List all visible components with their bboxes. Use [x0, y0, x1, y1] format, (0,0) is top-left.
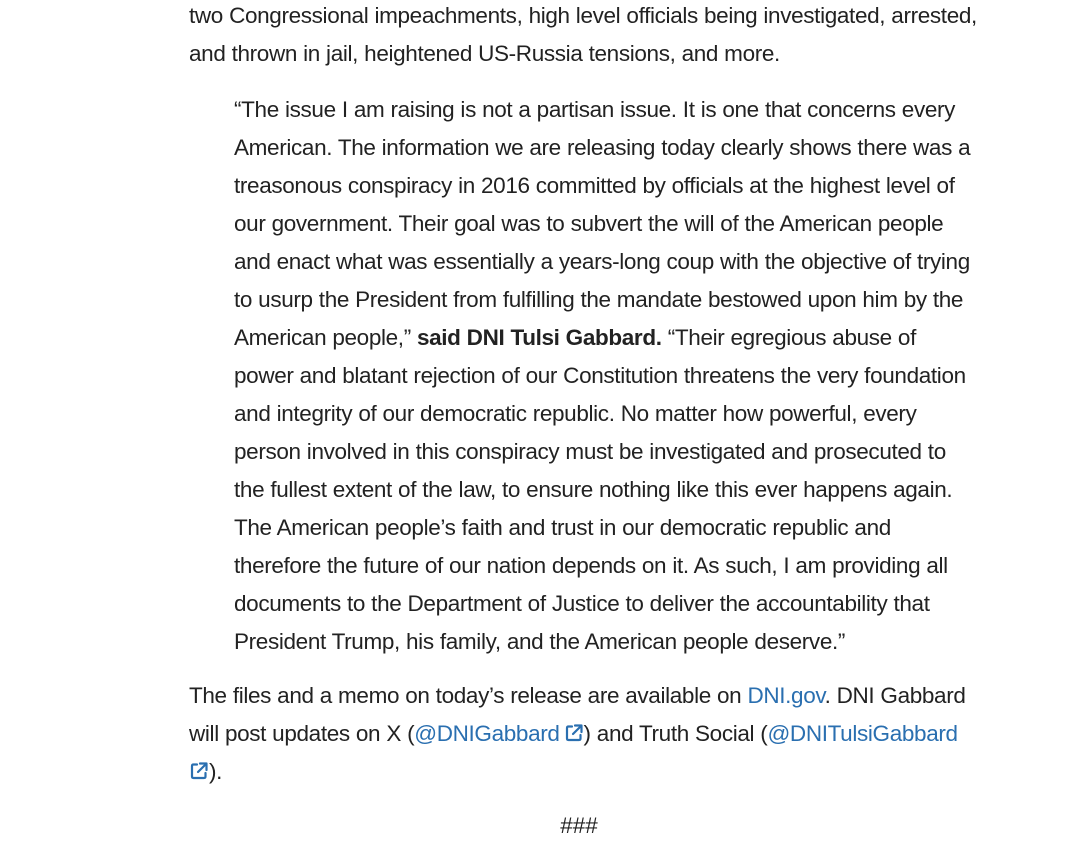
quote-part-1: “The issue I am raising is not a partisan issue. It is one that concerns every American. The information we are releasing today clearly shows there was a treasonous conspiracy in 2016 committed by officials at the highest level of our government. Their goal was to subvert the will of the American people and enact what was essentially a years-long coup with the objective of trying to usurp the President from fulfilling the mandate bestowed upon him by the American people,” — [234, 97, 971, 350]
x-account-link[interactable] — [414, 721, 583, 746]
gabbard-quote — [234, 91, 979, 661]
article-body — [189, 0, 979, 845]
files-text-before: The files and a memo on today’s release are available on — [189, 683, 748, 708]
files-text-between: ) and Truth Social ( — [583, 721, 768, 746]
truth-social-link[interactable]: @DNITulsiGabbard — [767, 721, 958, 746]
files-text-after: . DNI Gabbard will post updates on X ( — [189, 683, 966, 746]
external-link-icon — [189, 761, 209, 781]
intro-paragraph: two Congressional impeachments, high level officials being investigated, arrested, and thrown in jail, heightened US-Russia tensions, and more. — [189, 3, 977, 66]
external-link-icon — [564, 723, 584, 743]
files-paragraph — [189, 677, 979, 791]
files-text-end: ). — [209, 759, 223, 784]
end-mark: ### — [560, 813, 598, 838]
quote-part-2: “Their egregious abuse of power and blatant rejection of our Constitution threatens the very foundation and integrity of our democratic republic. No matter how powerful, every person involved in this conspiracy must be investigated and prosecuted to the fullest extent of the law, to ensure nothing like this ever happens again. The American people’s faith and trust in our democratic republic and therefore the future of our nation depends on it. As such, I am providing all documents to the Department of Justice to deliver the accountability that President Trump, his family, and the American people deserve.” — [234, 325, 966, 654]
quote-attribution: said DNI Tulsi Gabbard. — [416, 325, 662, 350]
x-account-label: @DNIGabbard — [414, 721, 560, 746]
truth-social-external-link[interactable] — [189, 759, 209, 784]
dni-gov-link[interactable]: DNI.gov — [747, 683, 825, 708]
